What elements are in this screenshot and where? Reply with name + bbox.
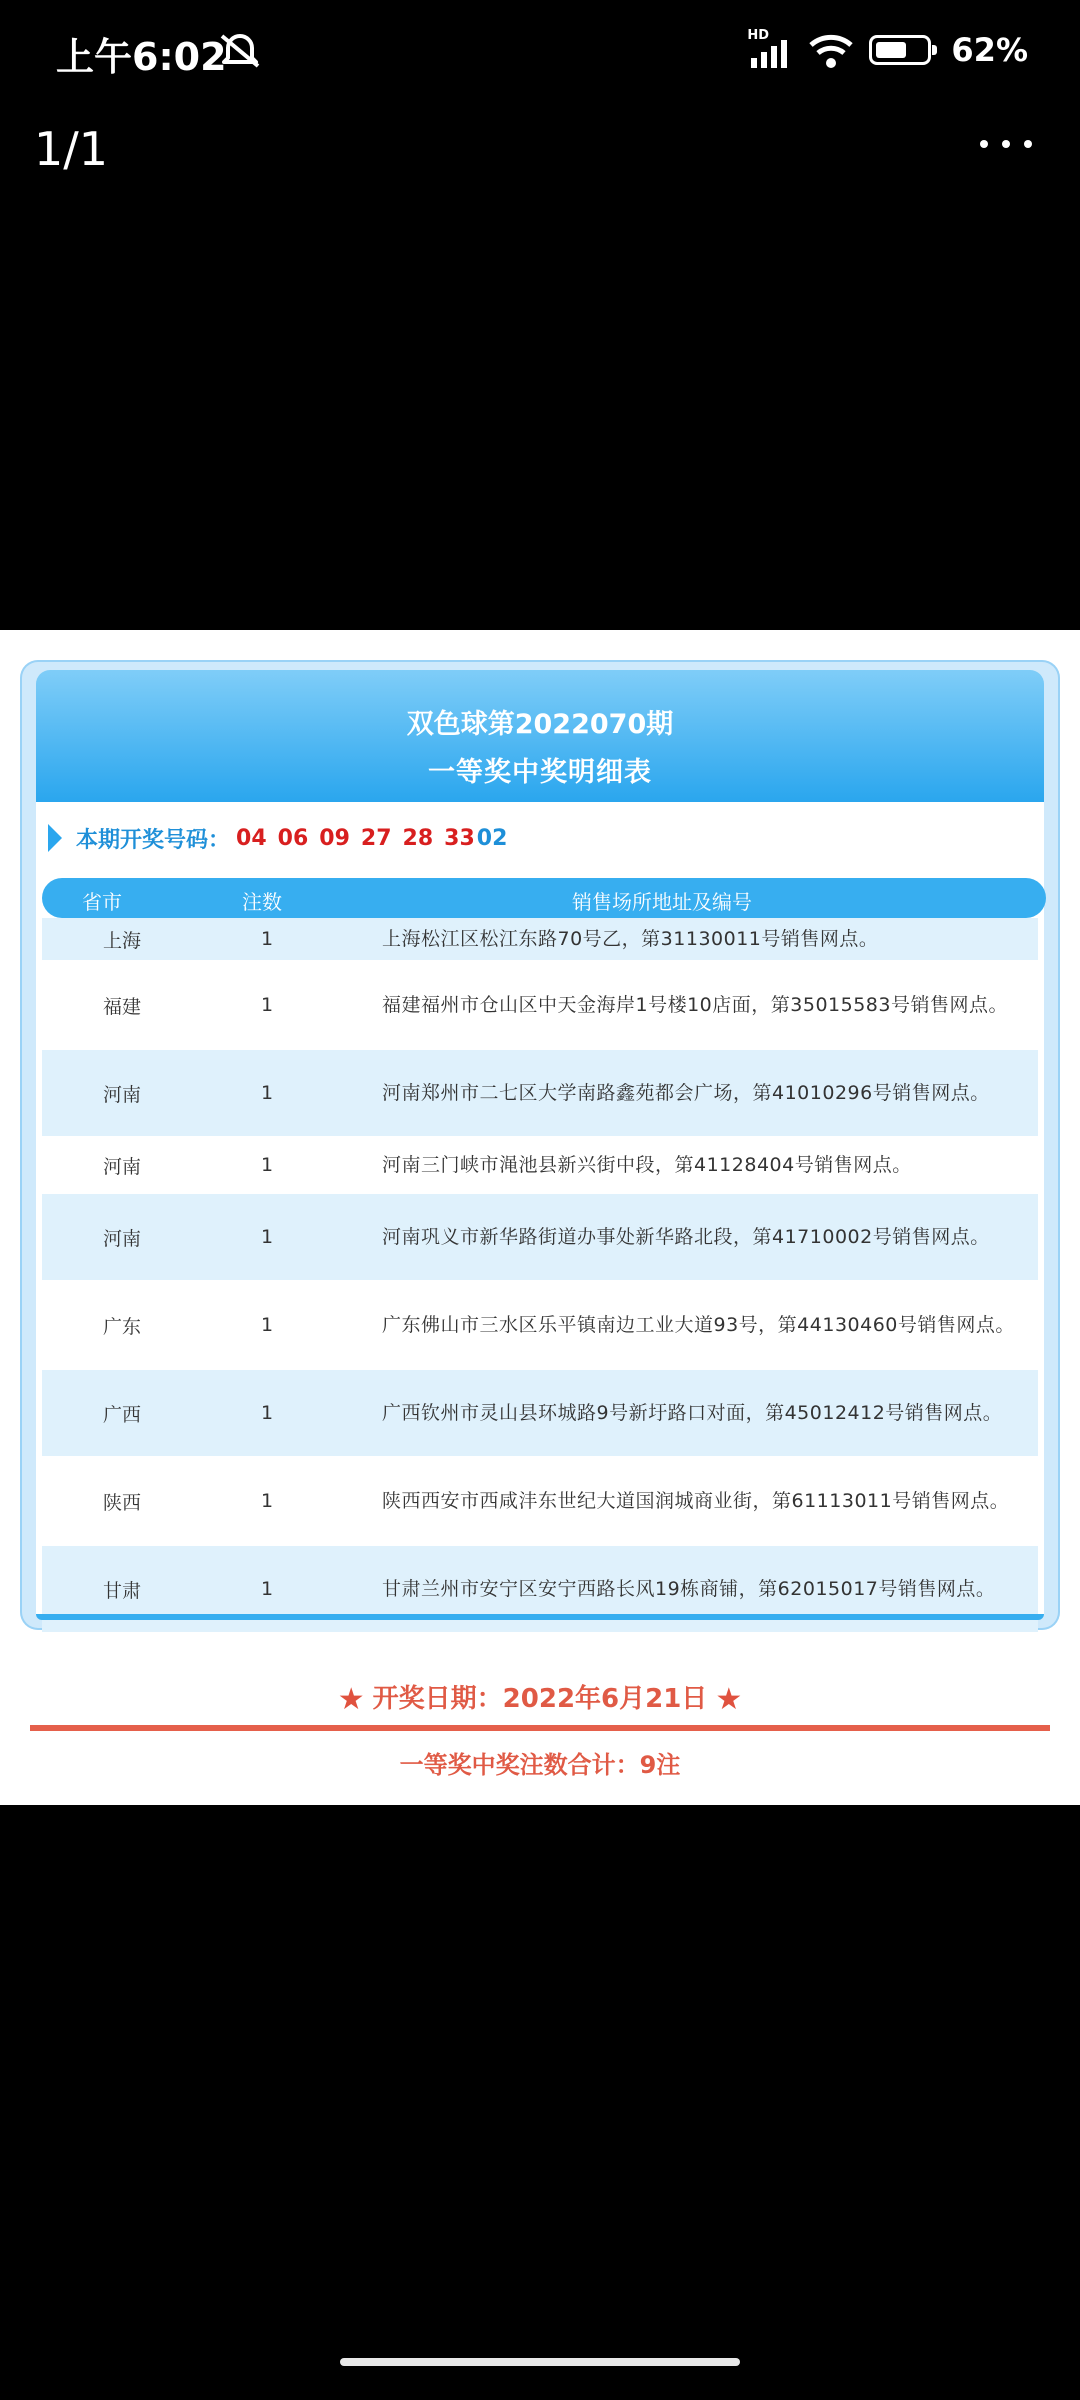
row-address: 河南三门峡市渑池县新兴街中段，第41128404号销售网点。 [382,1154,912,1176]
table-row [42,1546,1038,1634]
red-ball: 09 [319,825,350,851]
home-indicator[interactable] [340,2358,740,2366]
table-row [42,962,1038,1050]
row-count: 1 [260,1578,274,1600]
red-ball: 28 [402,825,434,851]
row-count: 1 [260,1402,274,1424]
row-address: 河南巩义市新华路街道办事处新华路北段，第41710002号销售网点。 [382,1226,990,1248]
red-ball: 33 [444,825,475,851]
table-row [42,1282,1038,1370]
row-count: 1 [260,1226,274,1248]
row-province: 河南 [102,1083,141,1106]
table-header [42,878,1046,918]
more-options-icon[interactable] [980,140,1032,148]
row-province: 河南 [102,1155,141,1178]
star-icon: ★ [337,1682,365,1717]
row-province: 福建 [102,995,141,1018]
header-province: 省市 [82,890,122,914]
row-count: 1 [260,928,274,950]
alarm-off-icon [218,30,262,70]
row-province: 上海 [102,929,141,952]
row-province: 陕西 [102,1491,141,1514]
row-province: 甘肃 [102,1579,141,1602]
card-bottom-border [36,1614,1044,1620]
row-province: 广东 [102,1315,141,1338]
red-ball: 27 [360,825,392,851]
wifi-icon [807,31,855,69]
prize-card [20,660,1060,1630]
blue-ball: 02 [476,825,508,851]
lottery-image [0,630,1080,1805]
status-time: 上午6:02 [56,35,227,79]
table-row [42,1050,1038,1138]
row-address: 陕西西安市西咸沣东世纪大道国润城商业街，第61113011号销售网点。 [382,1490,1010,1512]
row-province: 广西 [102,1403,141,1426]
row-count: 1 [260,1082,274,1104]
status-bar [0,0,1080,100]
row-address: 广西钦州市灵山县环城路9号新圩路口对面，第45012412号销售网点。 [382,1402,1003,1424]
row-address: 河南郑州市二七区大学南路鑫苑都会广场，第41010296号销售网点。 [382,1082,990,1104]
row-address: 上海松江区松江东路70号乙，第31130011号销售网点。 [382,928,879,950]
row-count: 1 [260,1154,274,1176]
table-row [42,1370,1038,1458]
draw-date: ★ 开奖日期：2022年6月21日 ★ [337,1682,743,1717]
card-body [36,802,1044,1614]
star-icon: ★ [715,1682,743,1717]
row-address: 广东佛山市三水区乐平镇南边工业大道93号，第44130460号销售网点。 [382,1314,1015,1336]
red-ball: 04 [236,825,267,851]
header-count: 注数 [242,890,282,914]
row-count: 1 [260,1490,274,1512]
winning-numbers [36,816,507,860]
header-address: 销售场所地址及编号 [572,890,752,914]
table-row [42,1138,1038,1194]
red-ball: 06 [277,825,309,851]
row-count: 1 [260,994,274,1016]
total-winners: 一等奖中奖注数合计：9注 [399,1751,681,1779]
page-counter: 1/1 [34,122,109,176]
battery-icon [869,35,931,65]
winning-numbers-label: 本期开奖号码： [76,827,231,853]
card-header [36,670,1044,802]
row-province: 河南 [102,1227,141,1250]
row-address: 甘肃兰州市安宁区安宁西路长风19栋商铺，第62015017号销售网点。 [382,1578,996,1600]
table-row [42,1194,1038,1282]
table-row [42,1458,1038,1546]
viewer-toolbar [0,110,1080,190]
row-address: 福建福州市仓山区中天金海岸1号楼10店面，第35015583号销售网点。 [382,994,1008,1016]
signal-icon: HD [745,30,793,70]
card-title: 双色球第2022070期 [406,709,674,740]
divider [30,1725,1050,1731]
battery-percent: 62% [951,31,1028,69]
triangle-icon [48,824,62,852]
winners-table [42,918,1038,1634]
table-row [42,918,1038,962]
row-count: 1 [260,1314,274,1336]
card-subtitle: 一等奖中奖明细表 [428,757,652,788]
